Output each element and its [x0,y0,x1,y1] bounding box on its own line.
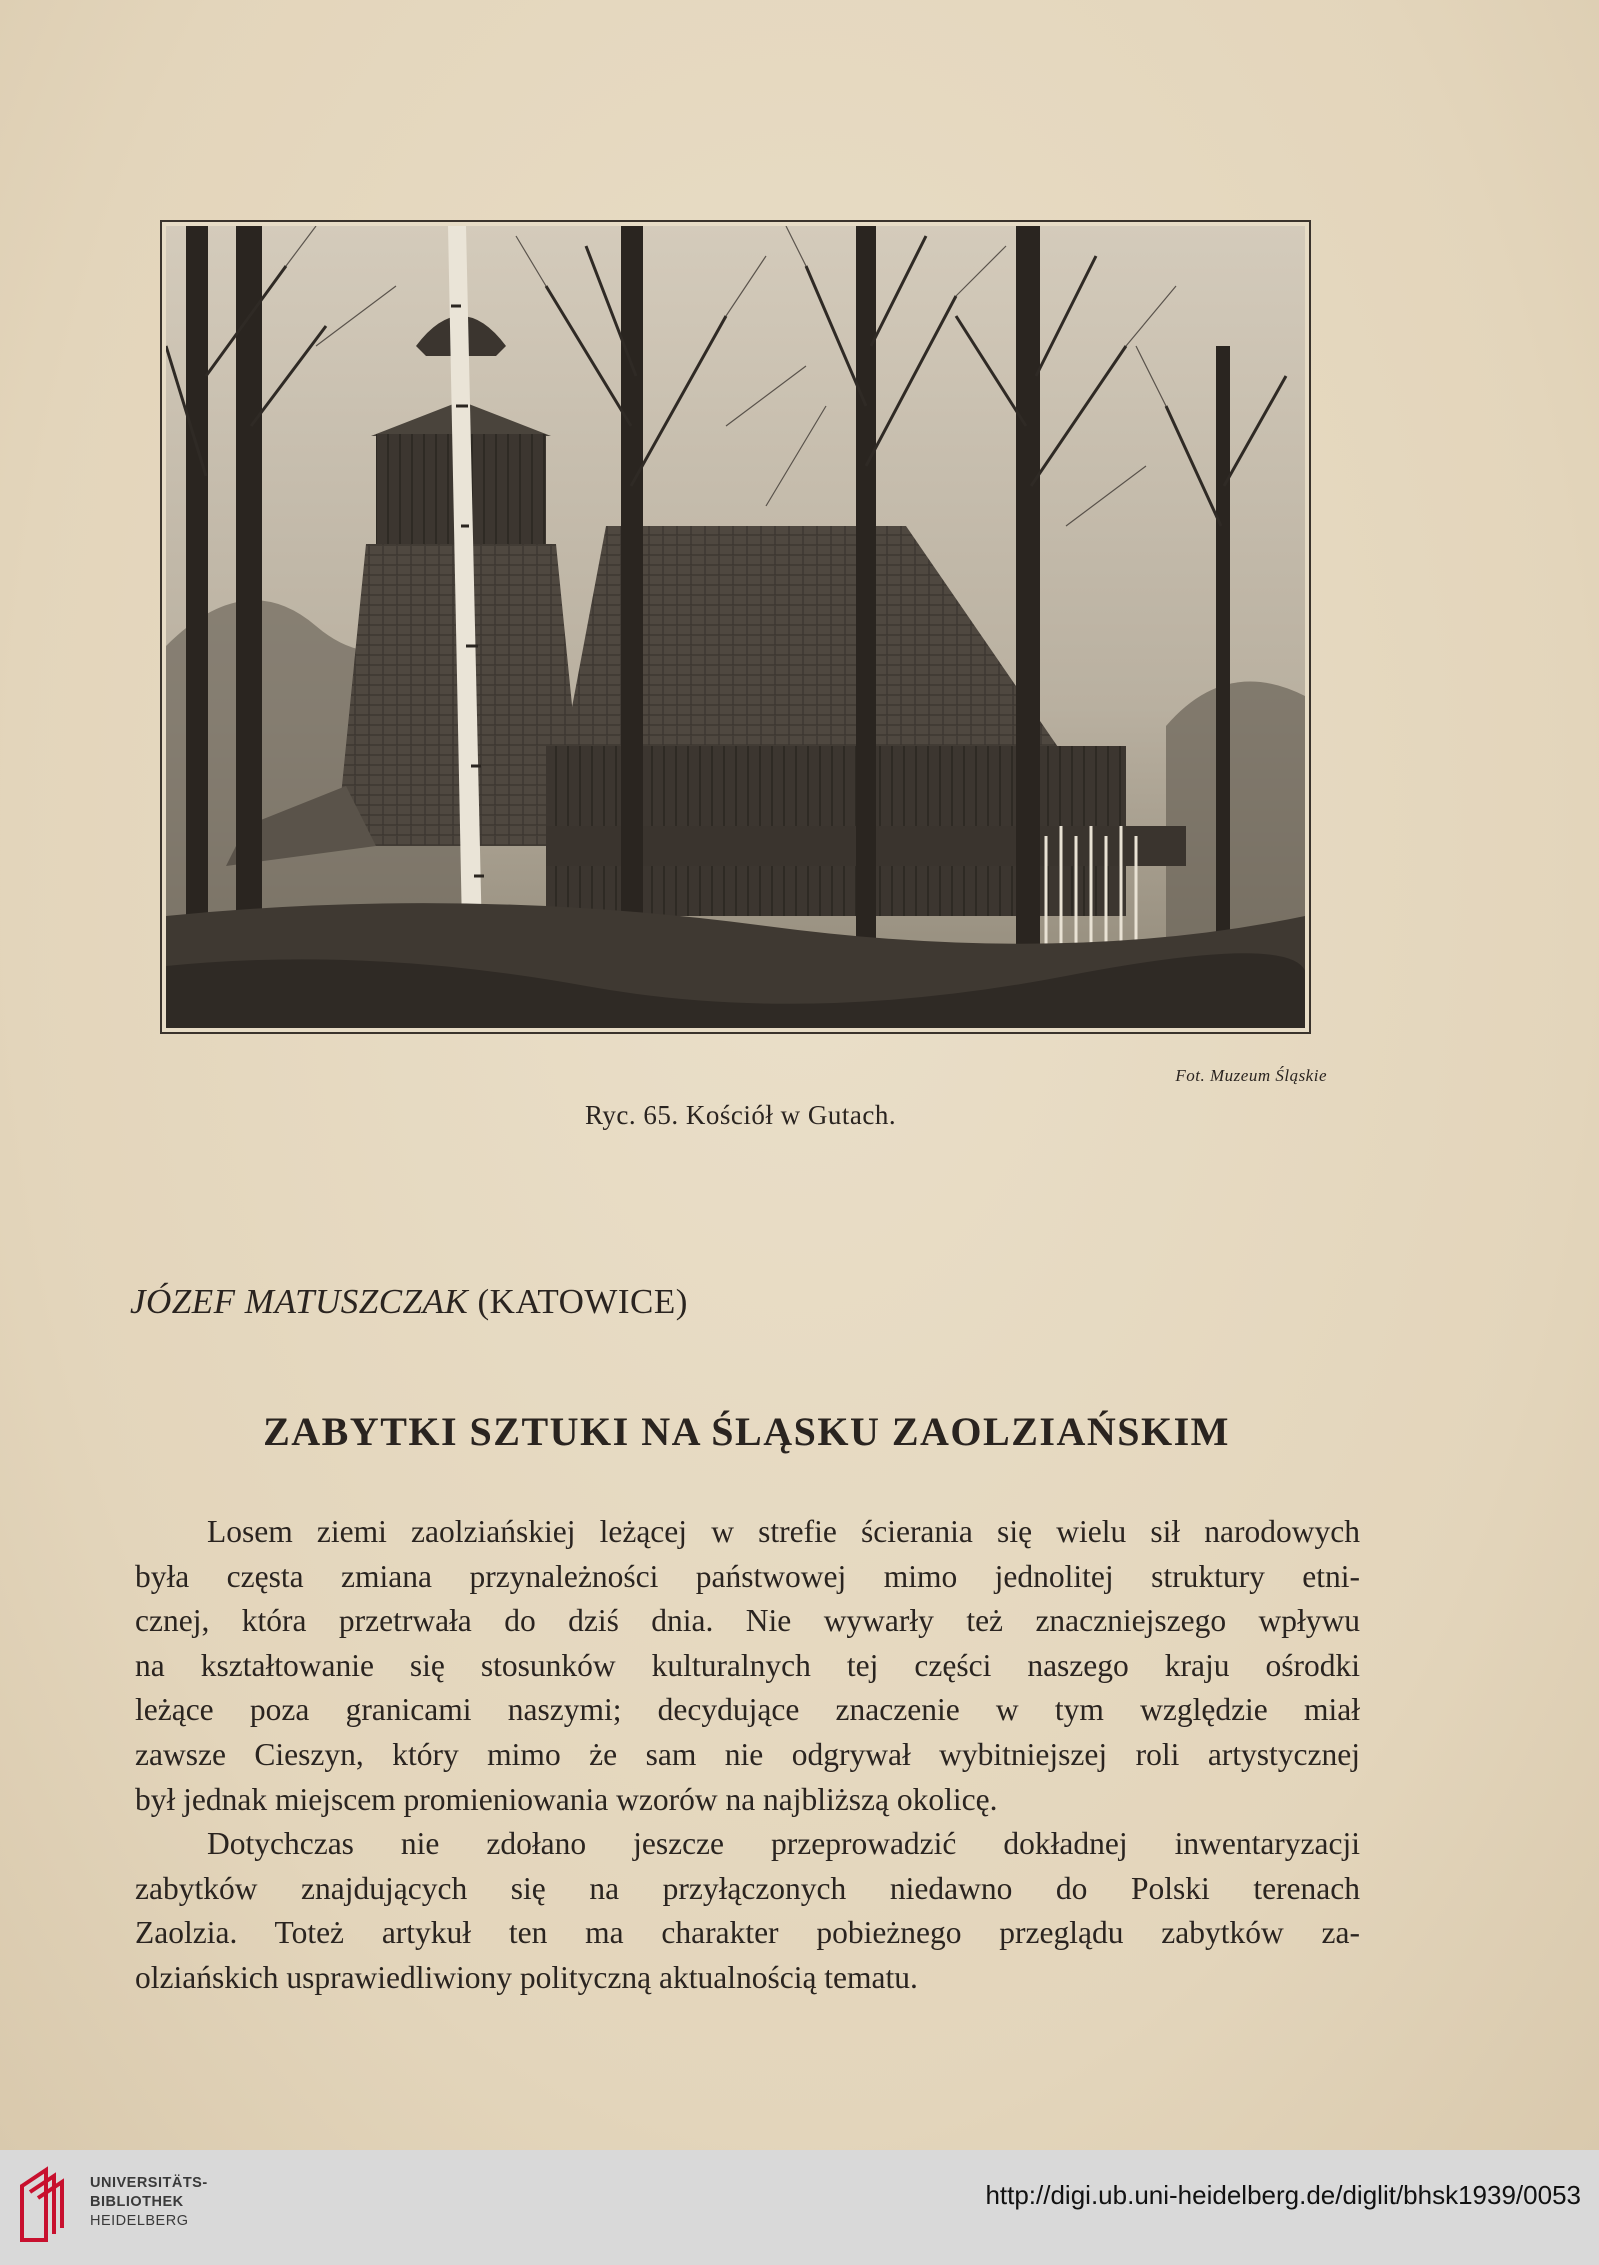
library-logo-icon[interactable] [16,2162,76,2248]
logo-line: UNIVERSITÄTS- [90,2175,208,2191]
photo-credit: Fot. Muzeum Śląskie [1175,1066,1327,1085]
logo-line: HEIDELBERG [90,2213,189,2229]
body-line: była częsta zmiana przynależności państwowej mimo jednolitej struktury etni- [135,1558,1360,1594]
church-photo-illustration [166,226,1305,1028]
body-line: Losem ziemi zaolziańskiej leżącej w strefie ścierania się wielu sił narodowych [207,1514,1360,1549]
author-place: (KATOWICE) [477,1282,688,1321]
body-line: cznej, która przetrwała do dziś dnia. Nie wywarły też znaczniejszego wpływu [135,1603,1360,1639]
article-author [130,1282,688,1322]
body-line: na kształtowanie się stosunków kulturalnych tej części naszego kraju ośrodki [135,1647,1360,1683]
library-logo-text[interactable] [90,2174,208,2231]
figure-caption: Ryc. 65. Kościół w Gutach. [585,1100,897,1130]
body-line: Zaolzia. Toteż artykuł ten ma charakter pobieżnego przeglądu zabytków za- [135,1915,1360,1951]
library-footer [0,2150,1599,2265]
author-name: JÓZEF MATUSZCZAK [130,1282,469,1321]
body-line: Dotychczas nie zdołano jeszcze przeprowadzić dokładnej inwentaryzacji [207,1826,1360,1862]
body-line: leżące poza granicami naszymi; decydujące znaczenie w tym względzie miał [135,1692,1360,1728]
permalink-url[interactable]: http://digi.ub.uni-heidelberg.de/diglit/bhsk1939/0053 [985,2180,1581,2210]
article-title: ZABYTKI SZTUKI NA ŚLĄSKU ZAOLZIAŃSKIM [263,1409,1230,1454]
body-line: zabytków znajdujących się na przyłączonych niedawno do Polski terenach [135,1870,1360,1906]
article-body [135,1510,1360,2001]
body-line: był jednak miejscem promieniowania wzorów na najbliższą okolicę. [135,1781,998,1817]
body-line: zawsze Cieszyn, który mimo że sam nie odgrywał wybitniejszej roli artystycznej [135,1736,1360,1772]
body-line: olziańskich usprawiedliwiony polityczną aktualnością tematu. [135,1959,918,1995]
logo-line: BIBLIOTHEK [90,2194,184,2210]
church-photograph [160,220,1311,1034]
